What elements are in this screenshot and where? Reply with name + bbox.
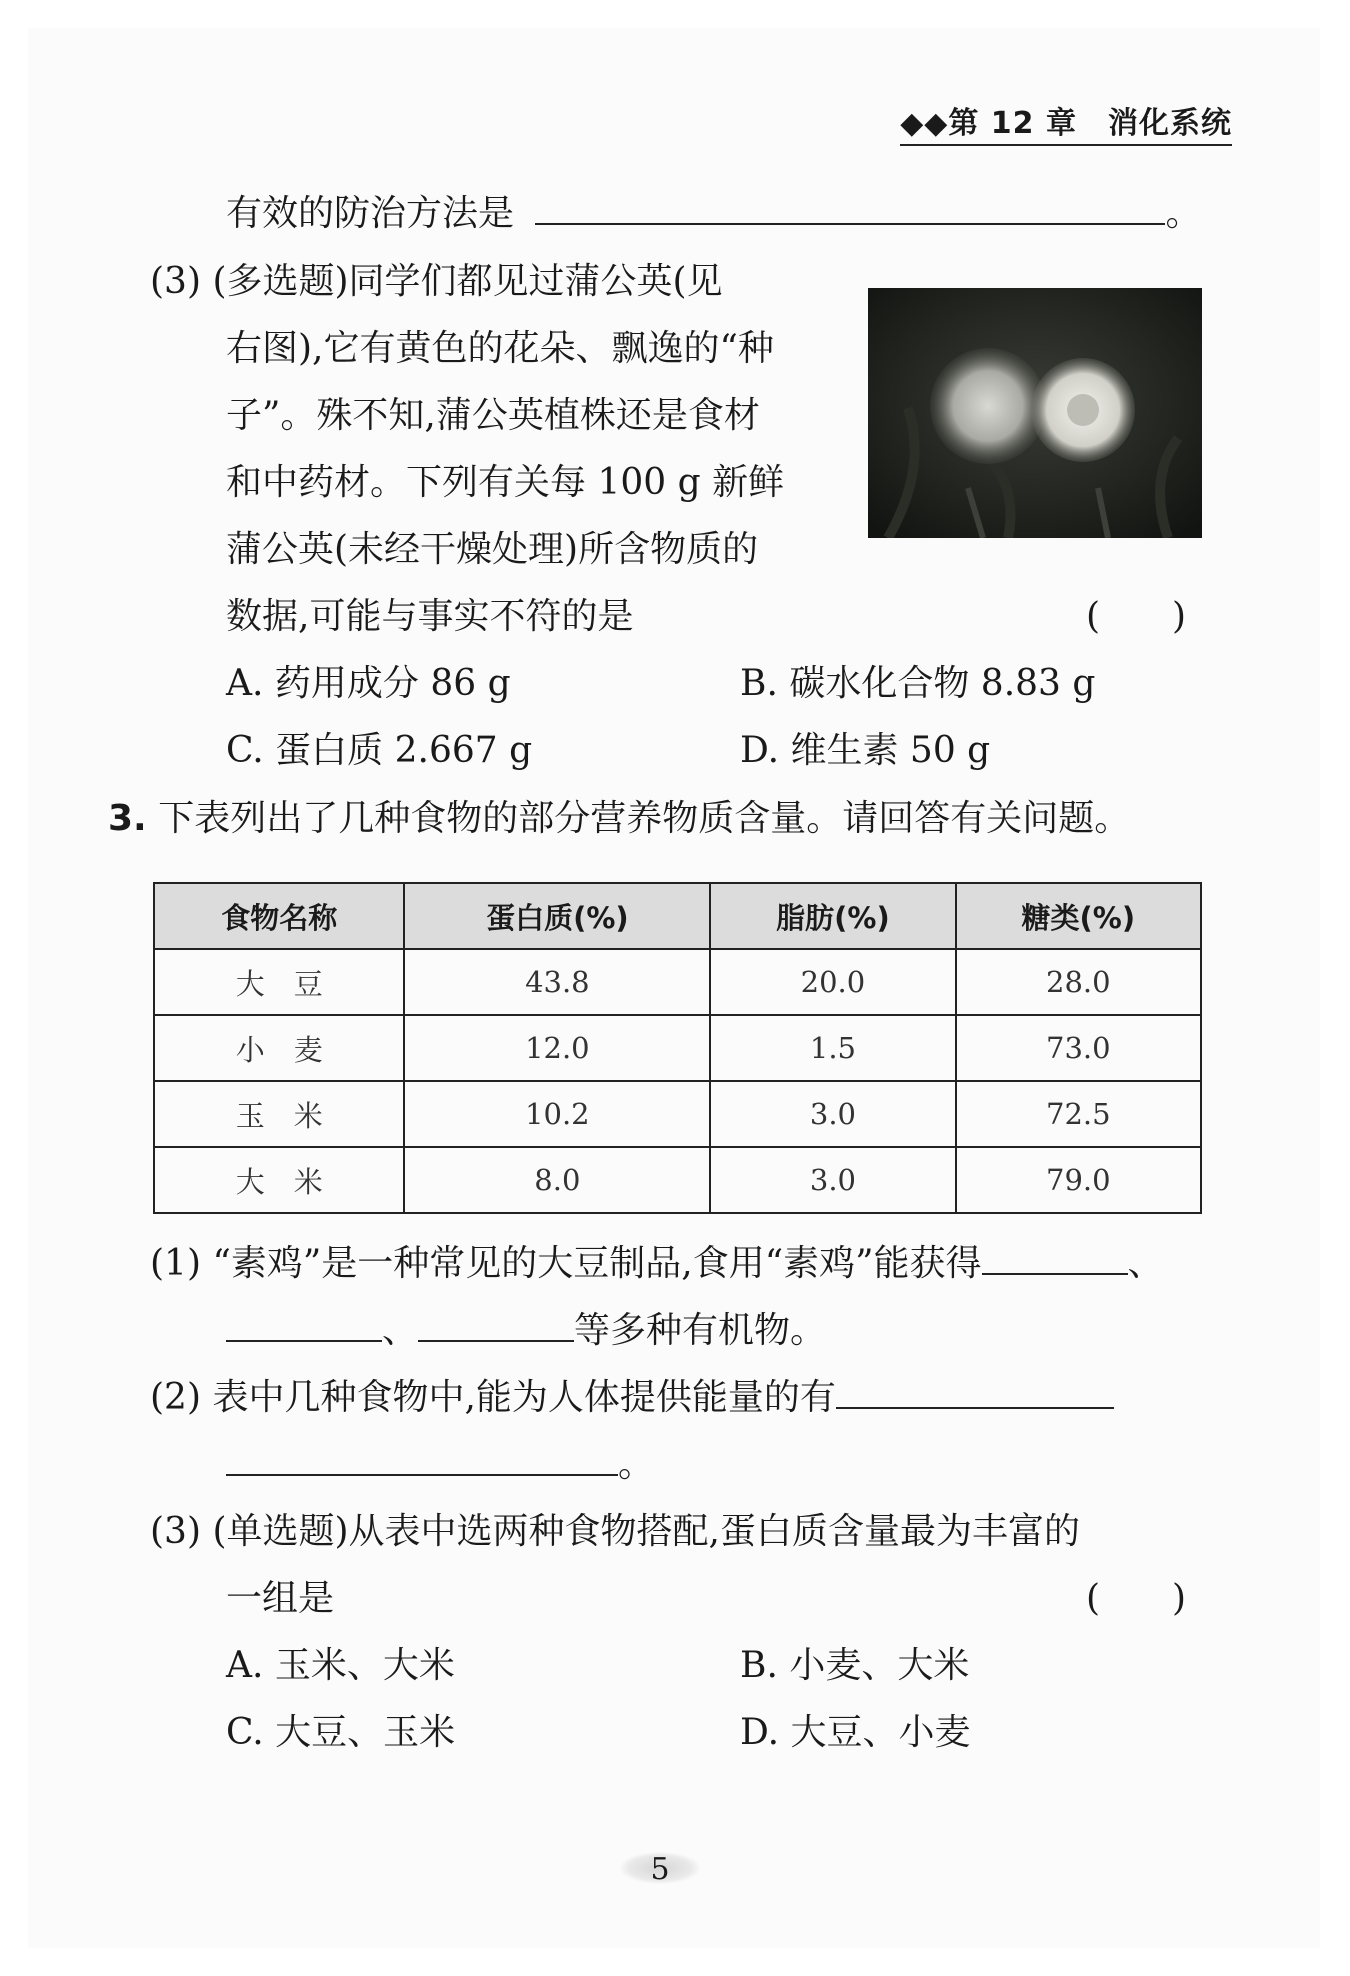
cell-food: 小 麦 xyxy=(154,1015,404,1081)
cell-fat: 20.0 xyxy=(710,949,955,1015)
cell-sugar: 73.0 xyxy=(956,1015,1201,1081)
q3-2-line-2 xyxy=(226,1441,654,1489)
table-header-row xyxy=(154,883,1201,949)
q3-stem-line xyxy=(108,795,1130,843)
cell-protein: 43.8 xyxy=(404,949,710,1015)
q3-3-option-d[interactable]: D. 大豆、小麦 xyxy=(740,1712,971,1753)
cell-fat: 1.5 xyxy=(710,1015,955,1081)
q3-1-sep: 、 xyxy=(382,1310,419,1351)
answer-blank[interactable] xyxy=(982,1243,1128,1275)
chapter-header: ◆◆第 12 章 消化系统 xyxy=(900,98,1232,146)
q3-3-option-b[interactable]: B. 小麦、大米 xyxy=(740,1645,970,1686)
q3-2-line-1 xyxy=(150,1374,1114,1422)
q2-3-line-2: 右图),它有黄色的花朵、飘逸的“种 xyxy=(226,328,774,369)
q3-3-option-c[interactable]: C. 大豆、玉米 xyxy=(226,1712,456,1753)
q3-number: 3. xyxy=(108,798,147,839)
answer-blank[interactable] xyxy=(535,193,1165,225)
cell-sugar: 79.0 xyxy=(956,1147,1201,1213)
cell-protein: 12.0 xyxy=(404,1015,710,1081)
q3-stem: 下表列出了几种食物的部分营养物质含量。请回答有关问题。 xyxy=(158,798,1131,839)
cell-sugar: 28.0 xyxy=(956,949,1201,1015)
q3-2-end: 。 xyxy=(618,1444,655,1485)
header-fat: 脂肪(%) xyxy=(710,883,955,949)
q3-2-text: (2) 表中几种食物中,能为人体提供能量的有 xyxy=(150,1377,836,1418)
answer-blank[interactable] xyxy=(418,1310,574,1342)
q2-3-line-4: 和中药材。下列有关每 100 g 新鲜 xyxy=(226,462,785,503)
q3-1-sep: 、 xyxy=(1127,1243,1164,1284)
table-row xyxy=(154,949,1201,1015)
q3-1-line-1 xyxy=(150,1240,1164,1288)
q2-3-option-b[interactable]: B. 碳水化合物 8.83 g xyxy=(740,663,1096,704)
header-food-name: 食物名称 xyxy=(154,883,404,949)
answer-blank[interactable] xyxy=(226,1310,382,1342)
header-protein: 蛋白质(%) xyxy=(404,883,710,949)
q2-cont-text: 有效的防治方法是 xyxy=(226,193,515,234)
q3-1-tail: 等多种有机物。 xyxy=(574,1310,827,1351)
cell-food: 玉 米 xyxy=(154,1081,404,1147)
table-row xyxy=(154,1081,1201,1147)
cell-food: 大 米 xyxy=(154,1147,404,1213)
q2-3-line-3: 子”。殊不知,蒲公英植株还是食材 xyxy=(226,395,760,436)
nutrition-table xyxy=(153,882,1202,1214)
answer-bracket[interactable]: ( ) xyxy=(1086,1578,1187,1619)
table-row xyxy=(154,1147,1201,1213)
q2-3-line-1: (3) (多选题)同学们都见过蒲公英(见 xyxy=(150,261,723,302)
q2-3-option-c[interactable]: C. 蛋白质 2.667 g xyxy=(226,730,533,771)
q3-1-text: (1) “素鸡”是一种常见的大豆制品,食用“素鸡”能获得 xyxy=(150,1243,982,1284)
cell-protein: 10.2 xyxy=(404,1081,710,1147)
q3-3-line-2: 一组是 xyxy=(226,1578,335,1619)
q3-3-option-a[interactable]: A. 玉米、大米 xyxy=(226,1645,455,1686)
answer-blank[interactable] xyxy=(226,1444,618,1476)
q2-3-line-5: 蒲公英(未经干燥处理)所含物质的 xyxy=(226,529,759,570)
cell-food: 大 豆 xyxy=(154,949,404,1015)
q3-1-line-2 xyxy=(226,1307,826,1355)
dandelion-photo xyxy=(868,288,1202,538)
header-sugar: 糖类(%) xyxy=(956,883,1201,949)
dandelion-illustration xyxy=(868,288,1202,538)
q2-cont-end: 。 xyxy=(1165,193,1202,234)
q3-3-line-1: (3) (单选题)从表中选两种食物搭配,蛋白质含量最为丰富的 xyxy=(150,1511,1080,1552)
q2-3-option-d[interactable]: D. 维生素 50 g xyxy=(740,730,991,771)
cell-fat: 3.0 xyxy=(710,1081,955,1147)
q2-3-line-6: 数据,可能与事实不符的是 xyxy=(226,596,634,637)
q2-3-option-a[interactable]: A. 药用成分 86 g xyxy=(226,663,511,704)
table-row xyxy=(154,1015,1201,1081)
cell-fat: 3.0 xyxy=(710,1147,955,1213)
answer-bracket[interactable]: ( ) xyxy=(1086,596,1187,637)
q2-cont-line xyxy=(226,190,1201,238)
page-number: 5 xyxy=(620,1852,700,1884)
cell-protein: 8.0 xyxy=(404,1147,710,1213)
cell-sugar: 72.5 xyxy=(956,1081,1201,1147)
answer-blank[interactable] xyxy=(836,1377,1114,1409)
